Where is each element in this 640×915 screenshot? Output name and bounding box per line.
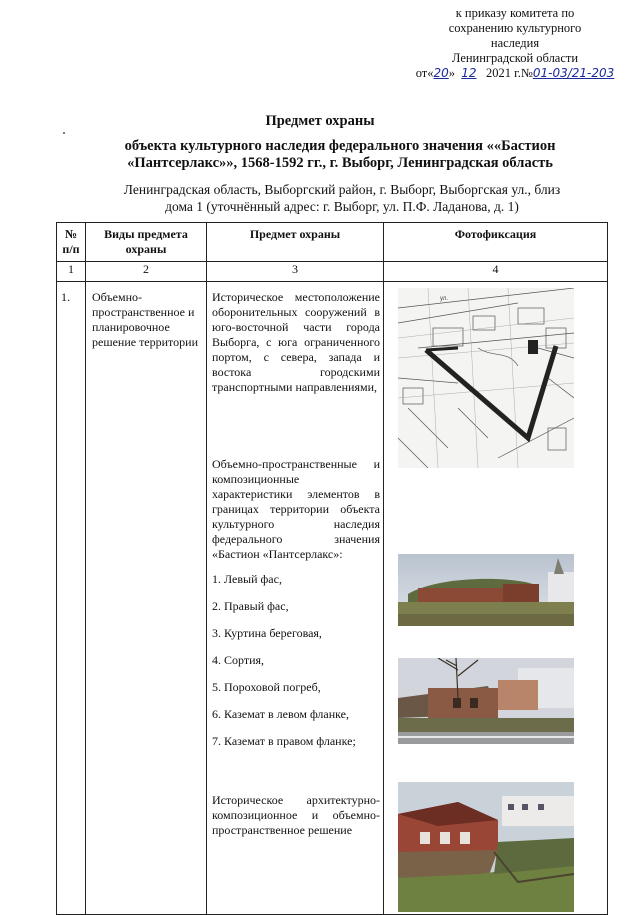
- approval-line-4: Ленинградской области: [451, 51, 579, 65]
- col-number: 2: [86, 262, 207, 282]
- header-num: № п/п: [57, 223, 86, 262]
- svg-text:ул.: ул.: [440, 296, 449, 302]
- table-row: [57, 282, 608, 915]
- header-kind: Виды предмета охраны: [86, 223, 207, 262]
- col-number: 4: [384, 262, 608, 282]
- list-item: 4. Сортия,: [212, 653, 265, 667]
- row-subject: [207, 282, 384, 915]
- list-item: 5. Пороховой погреб,: [212, 680, 321, 694]
- date-year: 2021 г.№: [485, 66, 533, 80]
- order-number: 01-03/21-203: [532, 66, 615, 80]
- list-item: 6. Каземат в левом фланке,: [212, 707, 350, 721]
- approval-line-3: наследия: [490, 36, 540, 50]
- date-day: 20: [433, 66, 449, 80]
- site-map-photo: [398, 288, 574, 468]
- col-number: 3: [207, 262, 384, 282]
- list-item: 3. Куртина береговая,: [212, 626, 322, 640]
- address-line-1: Ленинградская область, Выборгский район, г. Выборг, Выборгская ул., близ: [123, 182, 561, 197]
- subject-paragraph-1: Историческое местоположение оборонительных сооружений в юго-восточной части города Выборга, с юга ограниченного портом, с севера, запада и востока городскими транспортными направлениями,: [212, 290, 380, 394]
- list-item: 7. Каземат в правом фланке;: [212, 734, 356, 748]
- bastion-panorama-photo: [398, 554, 574, 626]
- subject-paragraph-3: Историческое архитектурно-композиционное и объемно-пространственное решение: [212, 793, 380, 837]
- object-title-line-1: объекта культурного наследия федерального значения ««Бастион: [124, 138, 556, 154]
- date-prefix: от«: [415, 66, 434, 80]
- address-line-2: дома 1 (уточнённый адрес: г. Выборг, ул. П.Ф. Ладанова, д. 1): [165, 199, 519, 214]
- photo-cell: [384, 282, 608, 915]
- approval-block: [400, 6, 630, 81]
- list-item: 1. Левый фас,: [212, 572, 282, 586]
- object-address: [72, 181, 612, 215]
- date-month: 12: [461, 66, 477, 80]
- list-item: 2. Правый фас,: [212, 599, 289, 613]
- object-title-line-2: «Пантсерлакс»», 1568-1592 гг., г. Выборг, Ленинградская область: [127, 155, 553, 171]
- row-number: 1.: [57, 282, 86, 915]
- approval-date: [400, 66, 630, 81]
- row-kind: Объемно-пространственное и планировочное решение территории: [86, 282, 207, 915]
- date-mid: »: [448, 66, 456, 80]
- scan-speck: [63, 132, 65, 134]
- subject-paragraph-2: Объемно-пространственные и композиционные характеристики элементов в границах территории объекта культурного наследия федерального значения «Бастион «Пантсерлакс»:: [212, 457, 380, 561]
- approval-line-1: к приказу комитета по: [455, 6, 575, 20]
- header-photo: Фотофиксация: [384, 223, 608, 262]
- page-title: Предмет охраны: [265, 113, 375, 129]
- bastion-tree-photo: [398, 658, 574, 744]
- col-number: 1: [57, 262, 86, 282]
- approval-line-2: сохранению культурного: [448, 21, 582, 35]
- object-title: [40, 138, 640, 172]
- header-subject: Предмет охраны: [207, 223, 384, 262]
- casemate-photo: [398, 782, 574, 912]
- column-number-row: [57, 262, 608, 282]
- table-header-row: [57, 223, 608, 262]
- protection-table: [56, 222, 608, 915]
